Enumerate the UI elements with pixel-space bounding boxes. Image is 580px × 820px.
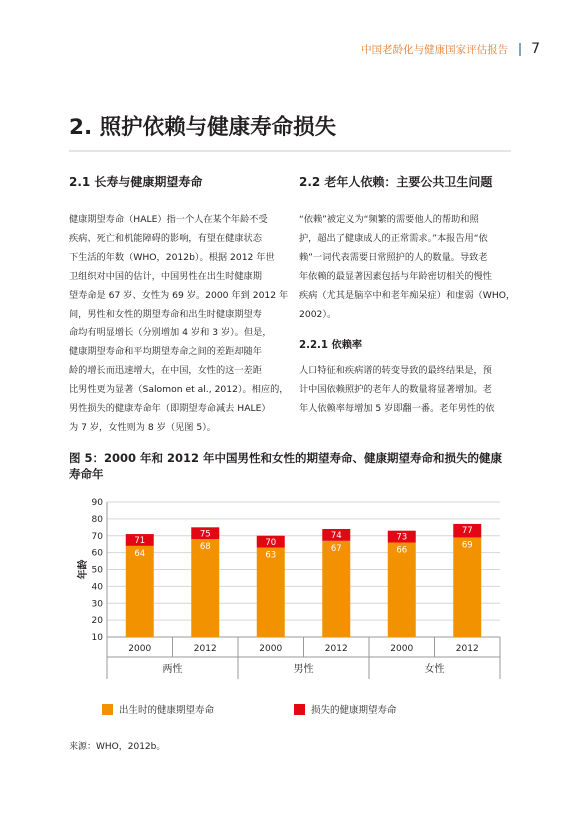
- figure-title: 图 5：2000 年和 2012 年中国男性和女性的期望寿命、健康期望寿命和损失的健康寿命年: [69, 451, 503, 481]
- body-line: 为 7 岁，女性则为 8 岁（见图 5）。: [69, 421, 216, 433]
- body-line: 护，超出了健康成人的正常需求。”本报告用“依: [299, 232, 488, 244]
- bar-label-healthy: 68: [199, 542, 211, 553]
- body-line: 健康期望寿命和平均期望寿命之间的差距却随年: [69, 346, 262, 358]
- body-line: “依赖”被定义为“频繁的需要他人的帮助和照: [299, 214, 479, 225]
- bar-label-healthy: 69: [461, 540, 473, 551]
- body-line: 龄的增长而迅速增大，在中国，女性的这一差距: [69, 365, 262, 377]
- body-line: 2002）。: [299, 308, 337, 320]
- legend-item-healthy: [102, 702, 214, 716]
- body-line: 卫组织对中国的估计，中国男性在出生时健康期: [69, 270, 262, 282]
- bar-label-healthy: 66: [396, 545, 408, 556]
- x-group-label: 女性: [424, 664, 445, 675]
- y-tick-label: 10: [91, 633, 103, 643]
- body-line: 比男性更为显著（Salomon et al., 2012）。相应的，: [69, 384, 289, 396]
- bar-label-total: 74: [330, 531, 342, 541]
- y-tick-label: 70: [91, 531, 103, 542]
- section-rule: [69, 150, 511, 152]
- x-tick-label: 2012: [324, 644, 348, 654]
- x-tick-label: 2012: [193, 644, 217, 654]
- x-group-label: 男性: [293, 664, 314, 675]
- y-tick-label: 90: [91, 498, 103, 508]
- x-tick-label: 2000: [128, 644, 152, 654]
- bar-label-total: 75: [199, 529, 211, 540]
- x-tick-label: 2000: [390, 644, 414, 654]
- right-body-text-a: [299, 211, 516, 324]
- right-body-text-b: [299, 362, 506, 419]
- bar-label-healthy: 64: [134, 548, 146, 559]
- bar-healthy: [257, 548, 285, 637]
- x-tick-label: 2012: [455, 644, 479, 654]
- bar-label-total: 70: [265, 537, 277, 548]
- bar-label-total: 71: [134, 536, 146, 547]
- body-line: 疾病（尤其是脑卒中和老年痴呆症）和虚弱（WHO，: [299, 289, 516, 301]
- x-group-label: 两性: [162, 664, 183, 675]
- legend-label-healthy: 出生时的健康期望寿命: [119, 705, 215, 716]
- y-tick-label: 30: [91, 599, 103, 610]
- y-tick-label: 40: [91, 582, 103, 593]
- right-column: [299, 173, 516, 419]
- left-body-text: [69, 211, 289, 438]
- y-tick-label: 20: [91, 616, 103, 627]
- bar-label-healthy: 67: [330, 543, 342, 554]
- bar-label-healthy: 63: [265, 550, 277, 561]
- life-expectancy-chart: [80, 495, 510, 685]
- y-tick-label: 60: [91, 548, 103, 559]
- legend-swatch-orange: [102, 704, 113, 715]
- body-line: 健康期望寿命（HALE）指一个人在某个年龄不受: [69, 214, 268, 225]
- bar-healthy: [322, 541, 350, 637]
- bar-label-total: 73: [396, 532, 408, 543]
- left-column: [69, 173, 289, 438]
- bar-label-total: 77: [461, 525, 473, 536]
- body-line: 计中国依赖照护的老年人的数量将显著增加。老: [299, 384, 492, 396]
- report-title: 中国老龄化与健康国家评估报告: [361, 43, 509, 56]
- figure-source: 来源：WHO，2012b。: [69, 742, 166, 752]
- legend-swatch-red: [294, 704, 305, 715]
- subsection-heading-2-2-1: 2.2.1 依赖率: [299, 340, 363, 352]
- y-tick-label: 50: [91, 565, 103, 576]
- legend-label-lost: 损失的健康期望寿命: [311, 705, 397, 716]
- bar-healthy: [191, 539, 219, 637]
- bar-healthy: [388, 543, 416, 638]
- y-axis-label: 年龄: [78, 559, 89, 580]
- legend-item-lost: [294, 702, 397, 716]
- bar-healthy: [126, 546, 154, 637]
- body-line: 年依赖的最显著因素包括与年龄密切相关的慢性: [299, 270, 492, 282]
- body-line: 下生活的年数（WHO，2012b）。根据 2012 年世: [69, 251, 275, 263]
- body-line: 命均有明显增长（分别增加 4 岁和 3 岁）。但是，: [69, 327, 272, 339]
- body-line: 赖”一词代表需要日常照护的人的数量。导致老: [299, 251, 488, 263]
- body-line: 人口特征和疾病谱的转变导致的最终结果是，预: [299, 365, 492, 377]
- body-line: 间，男性和女性的期望寿命和出生时健康期望寿: [69, 308, 262, 320]
- body-line: 疾病、死亡和机能障碍的影响，有望在健康状态: [69, 232, 262, 244]
- body-line: 望寿命是 67 岁、女性为 69 岁。2000 年到 2012 年: [69, 289, 289, 301]
- subsection-heading-2-2: 2.2 老年人依赖：主要公共卫生问题: [299, 175, 493, 189]
- page-number: 7: [531, 41, 540, 57]
- body-line: 男性损失的健康寿命年（即期望寿命减去 HALE）: [69, 403, 271, 415]
- header-divider: [519, 43, 521, 56]
- x-tick-label: 2000: [259, 644, 283, 654]
- y-tick-label: 80: [91, 514, 103, 525]
- running-header: [361, 41, 540, 57]
- bar-healthy: [453, 537, 481, 637]
- subsection-heading-2-1: 2.1 长寿与健康期望寿命: [69, 175, 203, 189]
- body-line: 年人依赖率每增加 5 岁即翻一番。老年男性的依: [299, 403, 495, 415]
- section-title: 2. 照护依赖与健康寿命损失: [69, 115, 337, 140]
